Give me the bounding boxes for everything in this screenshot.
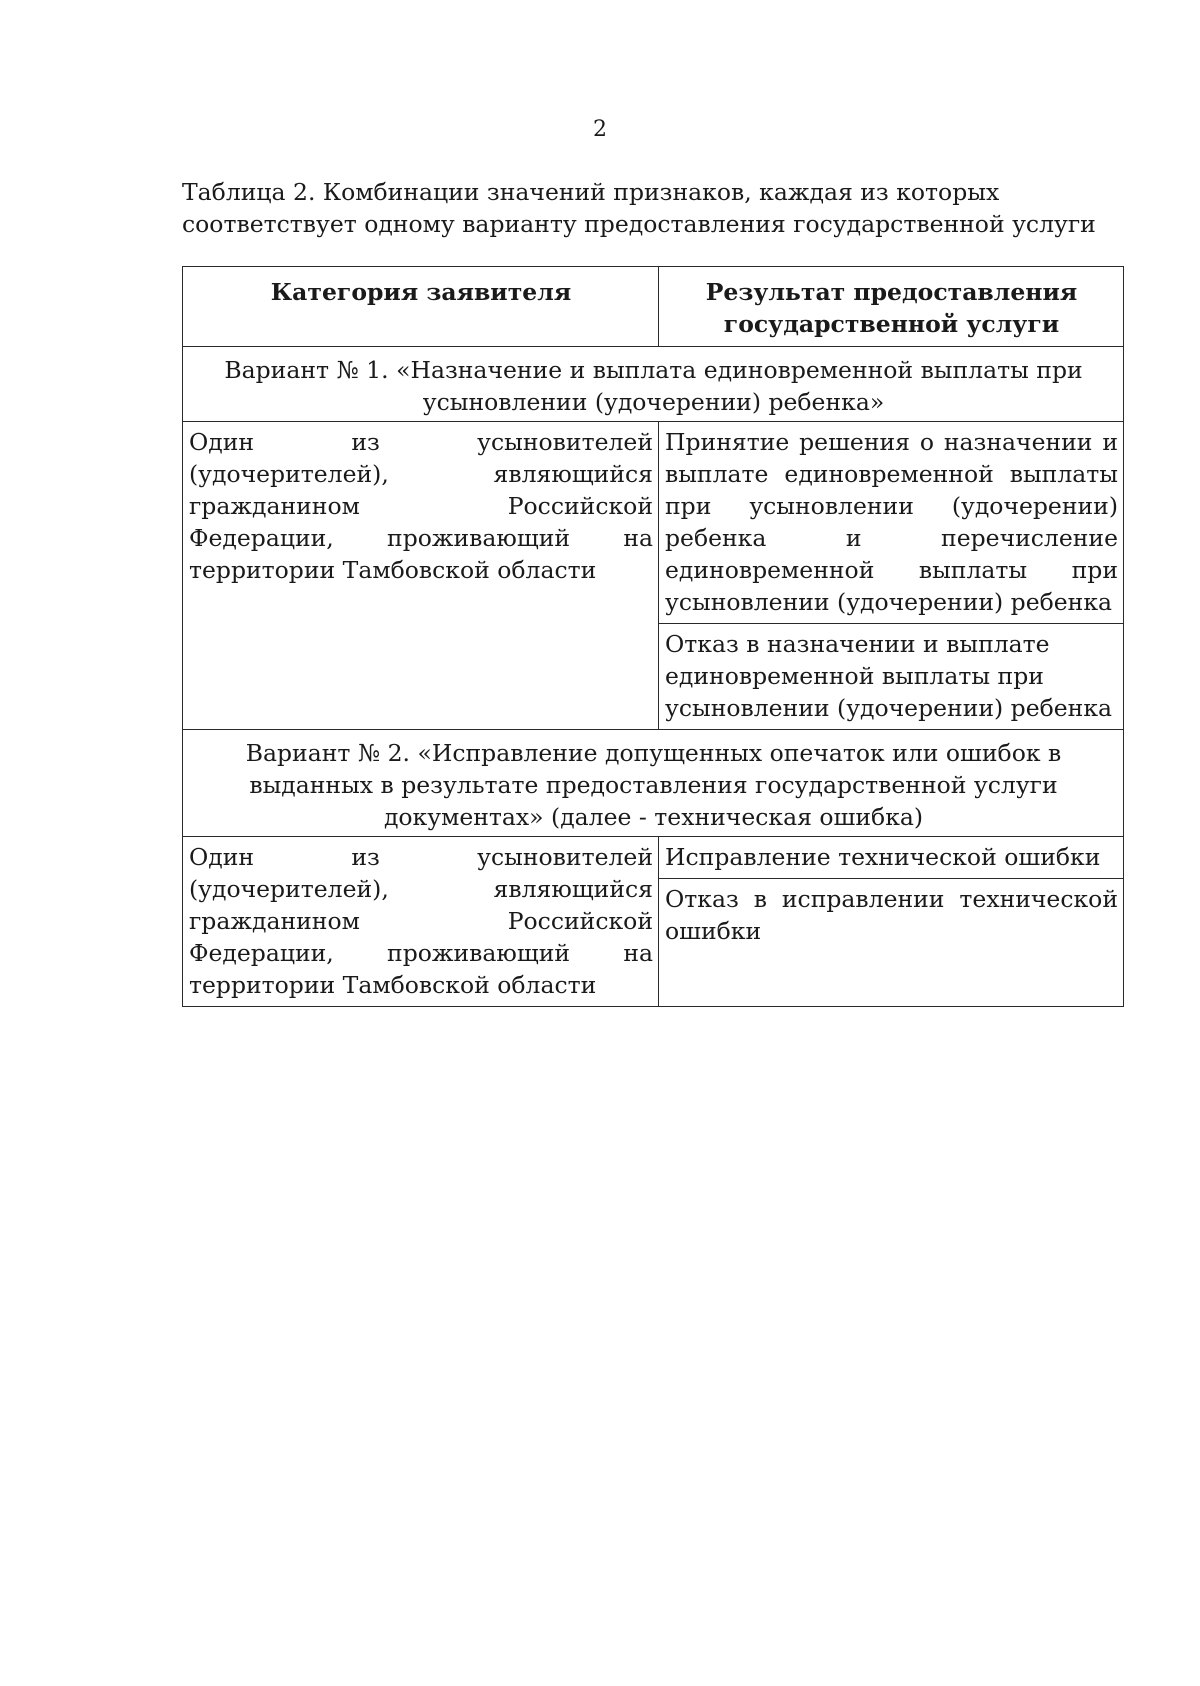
variant-1-result-1: Принятие решения о назначении и выплате единовременной выплаты при усыновлении (удочерении) ребенка и перечисление единовременной выплаты при усыновлении (удочерении) ребенка — [659, 422, 1124, 624]
variant-2-title: Вариант № 2. «Исправление допущенных опечаток или ошибок в выданных в результате предоставления государственной услуги документах» (далее - техническая ошибка) — [183, 730, 1124, 837]
table-caption-line-2: соответствует одному варианту предоставления государственной услуги — [182, 210, 1096, 238]
variant-2-result-1: Исправление технической ошибки — [659, 837, 1124, 879]
header-category: Категория заявителя — [183, 267, 659, 347]
table-caption-line-1: Таблица 2. Комбинации значений признаков, каждая из которых — [182, 178, 1000, 206]
table-row — [183, 837, 1124, 879]
table-header-row — [183, 267, 1124, 347]
variant-1-title: Вариант № 1. «Назначение и выплата единовременной выплаты при усыновлении (удочерении) ребенка» — [183, 347, 1124, 422]
header-result: Результат предоставления государственной услуги — [659, 267, 1124, 347]
page-number: 2 — [593, 117, 607, 142]
variant-1-category: Один из усыновителей (удочерителей), являющийся гражданином Российской Федерации, проживающий на территории Тамбовской области — [183, 422, 659, 730]
variant-1-result-2: Отказ в назначении и выплате единовременной выплаты при усыновлении (удочерении) ребенка — [659, 624, 1124, 730]
variant-1-title-row — [183, 347, 1124, 422]
table-row — [183, 422, 1124, 624]
variants-table — [182, 266, 1124, 1007]
variant-2-category: Один из усыновителей (удочерителей), являющийся гражданином Российской Федерации, проживающий на территории Тамбовской области — [183, 837, 659, 1007]
variant-2-result-2: Отказ в исправлении технической ошибки — [659, 879, 1124, 1007]
table-caption — [182, 176, 1096, 240]
variant-2-title-row — [183, 730, 1124, 837]
